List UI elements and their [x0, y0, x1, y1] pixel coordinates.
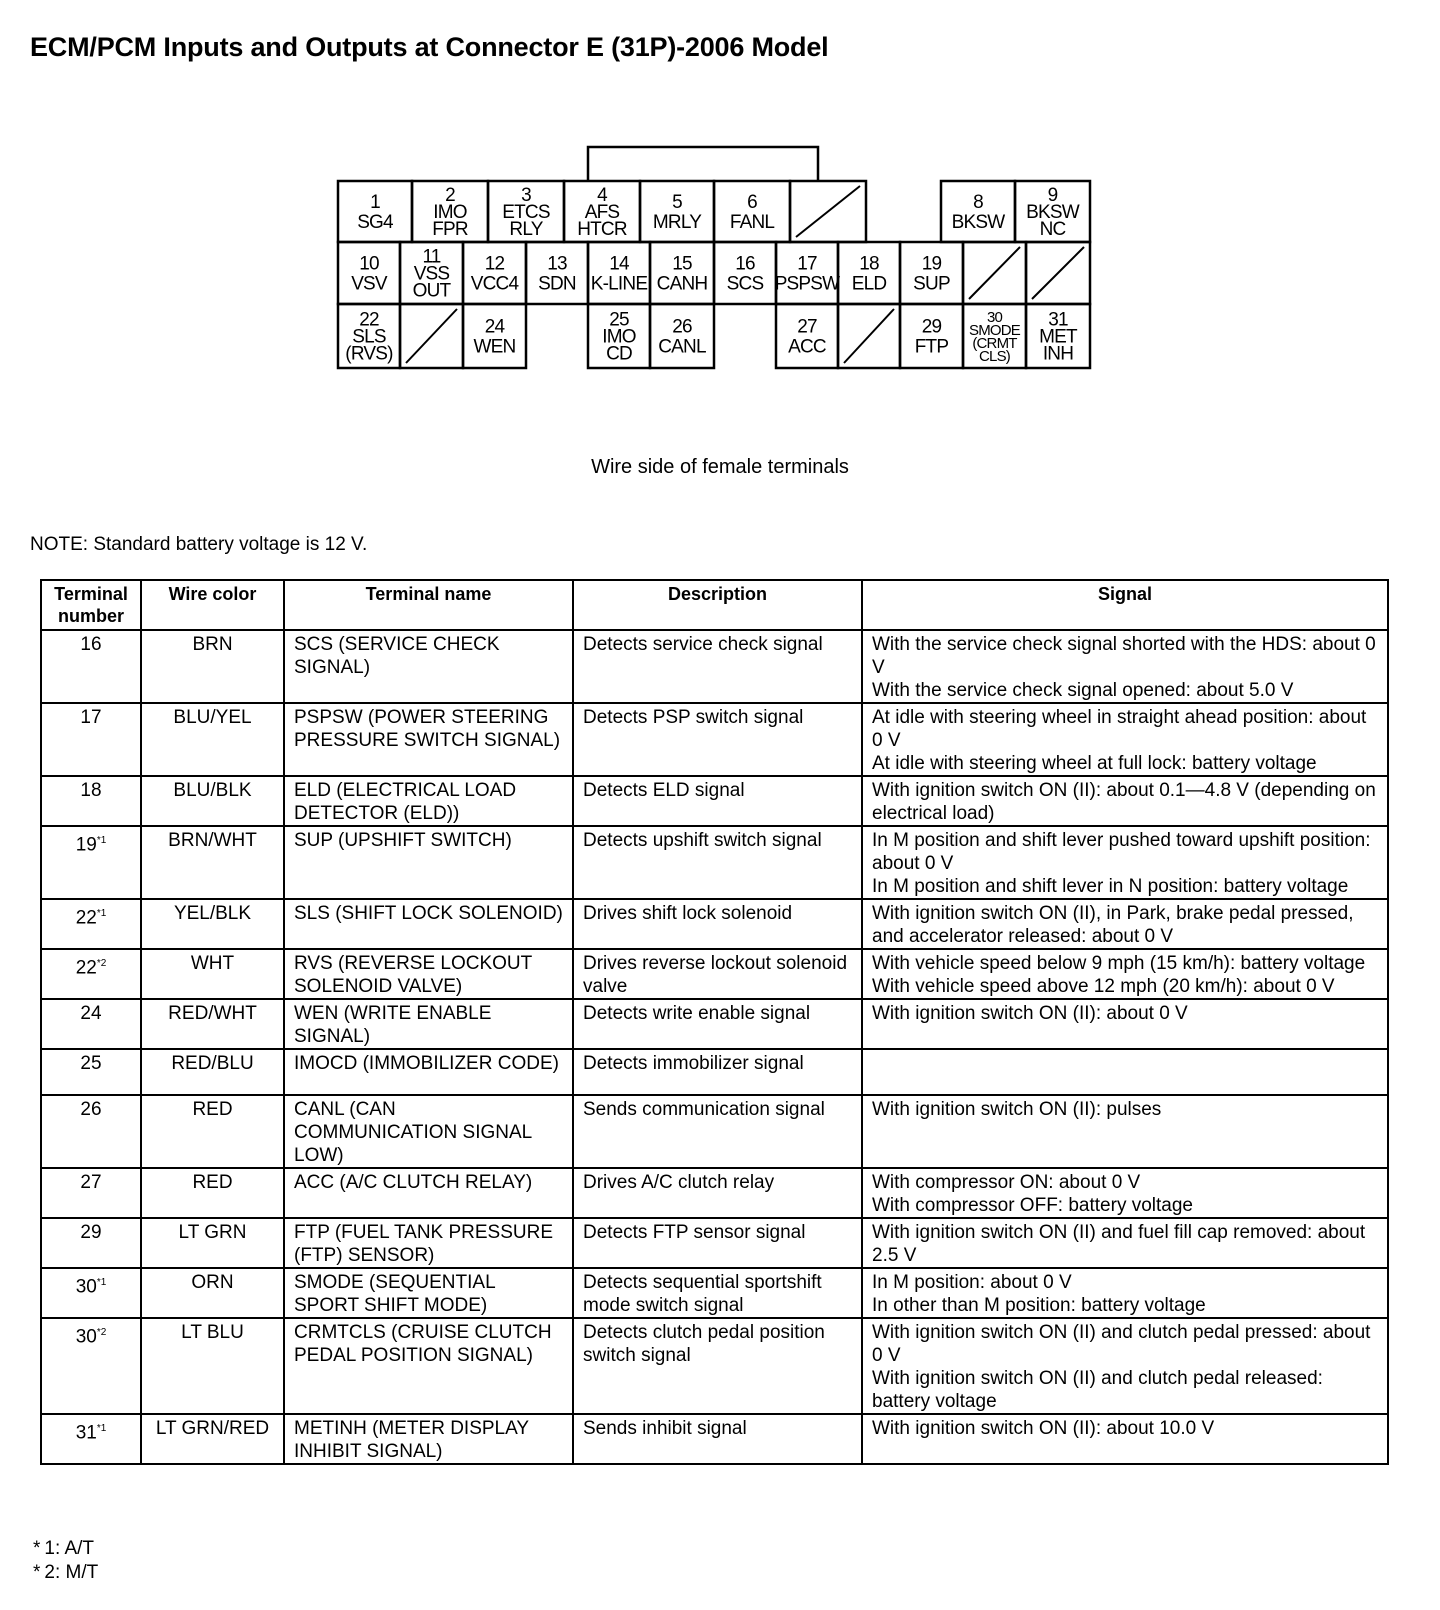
- terminal-number: 27: [797, 316, 817, 338]
- unused-terminal-slash: [969, 247, 1020, 299]
- terminal-number: 31: [75, 1422, 97, 1444]
- footnote-star: *: [33, 1538, 41, 1559]
- signal-cell: [862, 899, 1388, 949]
- terminal-number: 19: [75, 834, 97, 856]
- wire-color-cell: RED/WHT: [141, 999, 284, 1049]
- table-body: [41, 630, 1388, 1464]
- wire-color-cell: LT GRN/RED: [141, 1414, 284, 1464]
- footnote-mark: *1: [96, 1277, 107, 1288]
- terminal-name-cell: SMODE (SEQUENTIAL SPORT SHIFT MODE): [284, 1268, 573, 1318]
- terminal-number-cell: [41, 949, 141, 999]
- signal-cell: [862, 949, 1388, 999]
- footnotes: [33, 1537, 98, 1585]
- wire-color-cell: BLU/YEL: [141, 703, 284, 776]
- description-cell: Detects ELD signal: [573, 776, 862, 826]
- terminal-number: 17: [797, 253, 817, 275]
- signal-cell: [862, 630, 1388, 703]
- terminal-number-cell: [41, 899, 141, 949]
- terminal-label: SG4: [357, 212, 393, 234]
- terminal-number: 25: [80, 1053, 102, 1074]
- table-row: [41, 1095, 1388, 1168]
- table-row: [41, 826, 1388, 899]
- terminal-number: 14: [609, 253, 629, 275]
- table-header-row: [41, 580, 1388, 630]
- footnote-1: [33, 1537, 98, 1561]
- signal-line: At idle with steering wheel at full lock: battery voltage: [872, 753, 1317, 774]
- terminal-name-cell: CRMTCLS (CRUISE CLUTCH PEDAL POSITION SIGNAL): [284, 1318, 573, 1414]
- io-table: [40, 579, 1389, 1465]
- terminal-number: 31: [1048, 309, 1068, 331]
- terminal-number: 4: [597, 185, 607, 207]
- terminal-label: NC: [1039, 219, 1066, 241]
- terminal-name-cell: SLS (SHIFT LOCK SOLENOID): [284, 899, 573, 949]
- terminal-label: MET: [1039, 326, 1077, 348]
- terminal-label: ETCS: [502, 202, 550, 224]
- signal-line: With ignition switch ON (II) and fuel fill cap removed: about 2.5 V: [872, 1222, 1366, 1266]
- description-cell: Detects write enable signal: [573, 999, 862, 1049]
- table-row: [41, 630, 1388, 703]
- terminal-label: HTCR: [577, 219, 627, 241]
- terminal-number-cell: [41, 1318, 141, 1414]
- terminal-label: SUP: [913, 273, 950, 295]
- footnote-mark: *1: [96, 908, 107, 919]
- terminal-label: PSPSW: [774, 273, 840, 295]
- table-row: [41, 1049, 1388, 1095]
- header-signal: Signal: [862, 580, 1388, 630]
- terminal-label: VSV: [351, 273, 387, 295]
- terminal-number: 19: [921, 253, 942, 275]
- terminal-number: 24: [484, 316, 505, 338]
- terminal-number: 5: [672, 192, 682, 214]
- footnote-mark: *1: [96, 1423, 107, 1434]
- connector-caption: Wire side of female terminals: [591, 456, 849, 478]
- terminal-label: IMO: [602, 326, 636, 348]
- wire-color-cell: YEL/BLK: [141, 899, 284, 949]
- footnote-text: 2: M/T: [44, 1562, 99, 1583]
- terminal-name-cell: WEN (WRITE ENABLE SIGNAL): [284, 999, 573, 1049]
- terminal-label: CANL: [658, 336, 706, 358]
- header-terminal-line2: number: [57, 606, 124, 626]
- description-cell: Detects service check signal: [573, 630, 862, 703]
- terminal-label: CANH: [656, 273, 708, 295]
- signal-line: At idle with steering wheel in straight ahead position: about 0 V: [872, 707, 1367, 751]
- signal-line: With vehicle speed below 9 mph (15 km/h): battery voltage: [872, 953, 1366, 974]
- terminal-number: 16: [80, 634, 102, 655]
- voltage-note: NOTE: Standard battery voltage is 12 V.: [30, 534, 368, 555]
- description-cell: Detects clutch pedal position switch signal: [573, 1318, 862, 1414]
- terminal-label: SCS: [726, 273, 764, 295]
- table-row: [41, 1414, 1388, 1464]
- terminal-number: 25: [609, 309, 629, 331]
- unused-terminal-slash: [796, 186, 860, 237]
- signal-cell: [862, 776, 1388, 826]
- terminal-label: K-LINE: [590, 273, 648, 295]
- header-description: Description: [573, 580, 862, 630]
- wire-color-cell: LT GRN: [141, 1218, 284, 1268]
- terminal-label: VCC4: [470, 273, 519, 295]
- terminal-number-cell: [41, 1049, 141, 1095]
- terminal-number: 17: [80, 707, 102, 728]
- table-row: [41, 899, 1388, 949]
- terminal-name-cell: METINH (METER DISPLAY INHIBIT SIGNAL): [284, 1414, 573, 1464]
- table-row: [41, 1268, 1388, 1318]
- footnote-star: *: [33, 1562, 41, 1583]
- terminal-label: ACC: [788, 336, 826, 358]
- terminal-number: 18: [859, 253, 879, 275]
- terminal-name-cell: RVS (REVERSE LOCKOUT SOLENOID VALVE): [284, 949, 573, 999]
- page-title: ECM/PCM Inputs and Outputs at Connector E (31P)-2006 Model: [30, 32, 829, 62]
- signal-line: In other than M position: battery voltage: [872, 1295, 1206, 1316]
- terminal-label: FPR: [432, 219, 468, 241]
- terminal-number: 29: [80, 1222, 102, 1243]
- terminal-number-cell: [41, 1168, 141, 1218]
- description-cell: Detects immobilizer signal: [573, 1049, 862, 1095]
- terminal-name-cell: FTP (FUEL TANK PRESSURE (FTP) SENSOR): [284, 1218, 573, 1268]
- wire-color-cell: ORN: [141, 1268, 284, 1318]
- table-row: [41, 1168, 1388, 1218]
- wire-color-cell: BLU/BLK: [141, 776, 284, 826]
- terminal-name-cell: IMOCD (IMMOBILIZER CODE): [284, 1049, 573, 1095]
- connector-key-tab: [588, 147, 818, 181]
- terminal-number-cell: [41, 1268, 141, 1318]
- terminal-label: BKSW: [951, 212, 1005, 234]
- terminal-number: 11: [422, 246, 441, 268]
- connector-diagram: [0, 0, 1440, 420]
- terminal-number: 9: [1047, 185, 1058, 207]
- footnote-text: 1: A/T: [44, 1538, 95, 1559]
- signal-line: In M position and shift lever in N position: battery voltage: [872, 876, 1349, 897]
- signal-line: With the service check signal shorted with the HDS: about 0 V: [872, 634, 1376, 678]
- table-row: [41, 776, 1388, 826]
- terminal-label: SLS: [352, 326, 386, 348]
- wire-color-cell: LT BLU: [141, 1318, 284, 1414]
- terminal-number-cell: [41, 1095, 141, 1168]
- wire-color-cell: RED: [141, 1095, 284, 1168]
- signal-line: With ignition switch ON (II), in Park, brake pedal pressed, and accelerator released: about 0 V: [872, 903, 1354, 947]
- terminal-number: 1: [370, 192, 380, 214]
- terminal-number-cell: [41, 826, 141, 899]
- terminal-number: 12: [484, 253, 505, 275]
- terminal-name-cell: ELD (ELECTRICAL LOAD DETECTOR (ELD)): [284, 776, 573, 826]
- signal-cell: [862, 1268, 1388, 1318]
- footnote-mark: *1: [96, 835, 107, 846]
- terminal-number: 30: [75, 1276, 97, 1298]
- signal-cell: [862, 1168, 1388, 1218]
- footnote-2: [33, 1561, 98, 1585]
- terminal-number-cell: [41, 1414, 141, 1464]
- wire-color-cell: WHT: [141, 949, 284, 999]
- signal-cell: [862, 1218, 1388, 1268]
- terminal-number: 27: [80, 1172, 102, 1193]
- table-row: [41, 999, 1388, 1049]
- description-cell: Detects PSP switch signal: [573, 703, 862, 776]
- terminal-label: MRLY: [652, 212, 702, 234]
- terminal-number: 22: [359, 309, 379, 331]
- signal-cell: [862, 1318, 1388, 1414]
- terminal-name-cell: CANL (CAN COMMUNICATION SIGNAL LOW): [284, 1095, 573, 1168]
- terminal-number: 26: [672, 316, 692, 338]
- signal-line: In M position and shift lever pushed toward upshift position: about 0 V: [872, 830, 1371, 874]
- terminal-number: 8: [973, 192, 983, 214]
- terminal-label: INH: [1042, 343, 1074, 365]
- signal-line: With ignition switch ON (II): about 10.0 V: [872, 1418, 1215, 1439]
- terminal-name-cell: PSPSW (POWER STEERING PRESSURE SWITCH SIGNAL): [284, 703, 573, 776]
- wire-color-cell: RED/BLU: [141, 1049, 284, 1095]
- terminal-number: 22: [75, 907, 97, 929]
- description-cell: Drives reverse lockout solenoid valve: [573, 949, 862, 999]
- signal-cell: [862, 826, 1388, 899]
- signal-line: With vehicle speed above 12 mph (20 km/h): about 0 V: [872, 976, 1335, 997]
- signal-line: With ignition switch ON (II): about 0 V: [872, 1003, 1188, 1024]
- terminal-number: 30: [75, 1326, 97, 1348]
- terminal-label: (CRMT: [972, 334, 1017, 352]
- signal-line: With compressor ON: about 0 V: [872, 1172, 1141, 1193]
- terminal-number: 13: [547, 253, 567, 275]
- table-row: [41, 1218, 1388, 1268]
- terminal-label: VSS: [413, 263, 450, 285]
- signal-cell: [862, 999, 1388, 1049]
- signal-cell: [862, 1049, 1388, 1095]
- terminal-number: 2: [445, 185, 455, 207]
- description-cell: Drives shift lock solenoid: [573, 899, 862, 949]
- terminal-name-cell: ACC (A/C CLUTCH RELAY): [284, 1168, 573, 1218]
- terminal-label: CD: [606, 343, 632, 365]
- terminal-number: 29: [921, 316, 942, 338]
- header-terminal-name: Terminal name: [284, 580, 573, 630]
- terminal-number-cell: [41, 703, 141, 776]
- header-terminal-number: [41, 580, 141, 630]
- wire-color-cell: BRN/WHT: [141, 826, 284, 899]
- unused-terminal-slash: [844, 309, 894, 363]
- terminal-number: 16: [735, 253, 755, 275]
- terminal-number: 15: [672, 253, 692, 275]
- terminal-name-cell: SUP (UPSHIFT SWITCH): [284, 826, 573, 899]
- terminal-label: SDN: [538, 273, 576, 295]
- signal-line: In M position: about 0 V: [872, 1272, 1072, 1293]
- footnote-mark: *2: [96, 1327, 107, 1338]
- terminal-number: 30: [986, 308, 1003, 326]
- description-cell: Sends inhibit signal: [573, 1414, 862, 1464]
- terminal-label: (RVS): [345, 343, 393, 365]
- terminal-number-cell: [41, 999, 141, 1049]
- terminal-label: FTP: [914, 336, 949, 358]
- signal-line: With ignition switch ON (II) and clutch pedal pressed: about 0 V: [872, 1322, 1371, 1366]
- description-cell: Sends communication signal: [573, 1095, 862, 1168]
- signal-cell: [862, 703, 1388, 776]
- terminal-number: 24: [80, 1003, 102, 1024]
- terminal-number-cell: [41, 630, 141, 703]
- terminal-number-cell: [41, 776, 141, 826]
- table-row: [41, 1318, 1388, 1414]
- header-terminal-line1: Terminal: [54, 584, 128, 604]
- terminal-label: IMO: [433, 202, 467, 224]
- description-cell: Detects FTP sensor signal: [573, 1218, 862, 1268]
- signal-line: With ignition switch ON (II) and clutch pedal released: battery voltage: [872, 1368, 1323, 1412]
- terminal-number: 22: [75, 957, 97, 979]
- terminal-label: ELD: [851, 273, 887, 295]
- terminal-number: 6: [747, 192, 757, 214]
- terminal-number: 26: [80, 1099, 102, 1120]
- signal-cell: [862, 1095, 1388, 1168]
- terminal-label: OUT: [412, 280, 451, 302]
- signal-line: With compressor OFF: battery voltage: [872, 1195, 1193, 1216]
- signal-line: With the service check signal opened: about 5.0 V: [872, 680, 1294, 701]
- footnote-mark: *2: [96, 958, 107, 969]
- header-wire-color: Wire color: [141, 580, 284, 630]
- terminal-number: 3: [521, 185, 531, 207]
- signal-line: With ignition switch ON (II): pulses: [872, 1099, 1162, 1120]
- wire-color-cell: BRN: [141, 630, 284, 703]
- unused-terminal-slash: [406, 309, 457, 363]
- terminal-label: CLS): [979, 347, 1010, 365]
- terminal-label: WEN: [473, 336, 516, 358]
- terminal-label: RLY: [509, 219, 543, 241]
- terminal-label: FANL: [729, 212, 775, 234]
- table-row: [41, 703, 1388, 776]
- signal-line: With ignition switch ON (II): about 0.1—4.8 V (depending on electrical load): [872, 780, 1376, 824]
- terminal-label: BKSW: [1026, 202, 1079, 224]
- signal-cell: [862, 1414, 1388, 1464]
- terminal-label: AFS: [584, 202, 620, 224]
- unused-terminal-slash: [1032, 247, 1084, 299]
- wire-color-cell: RED: [141, 1168, 284, 1218]
- terminal-number-cell: [41, 1218, 141, 1268]
- description-cell: Detects upshift switch signal: [573, 826, 862, 899]
- terminal-number: 10: [359, 253, 379, 275]
- terminal-label: SMODE: [968, 321, 1021, 339]
- table-row: [41, 949, 1388, 999]
- terminal-number: 18: [80, 780, 102, 801]
- description-cell: Drives A/C clutch relay: [573, 1168, 862, 1218]
- description-cell: Detects sequential sportshift mode switch signal: [573, 1268, 862, 1318]
- terminal-name-cell: SCS (SERVICE CHECK SIGNAL): [284, 630, 573, 703]
